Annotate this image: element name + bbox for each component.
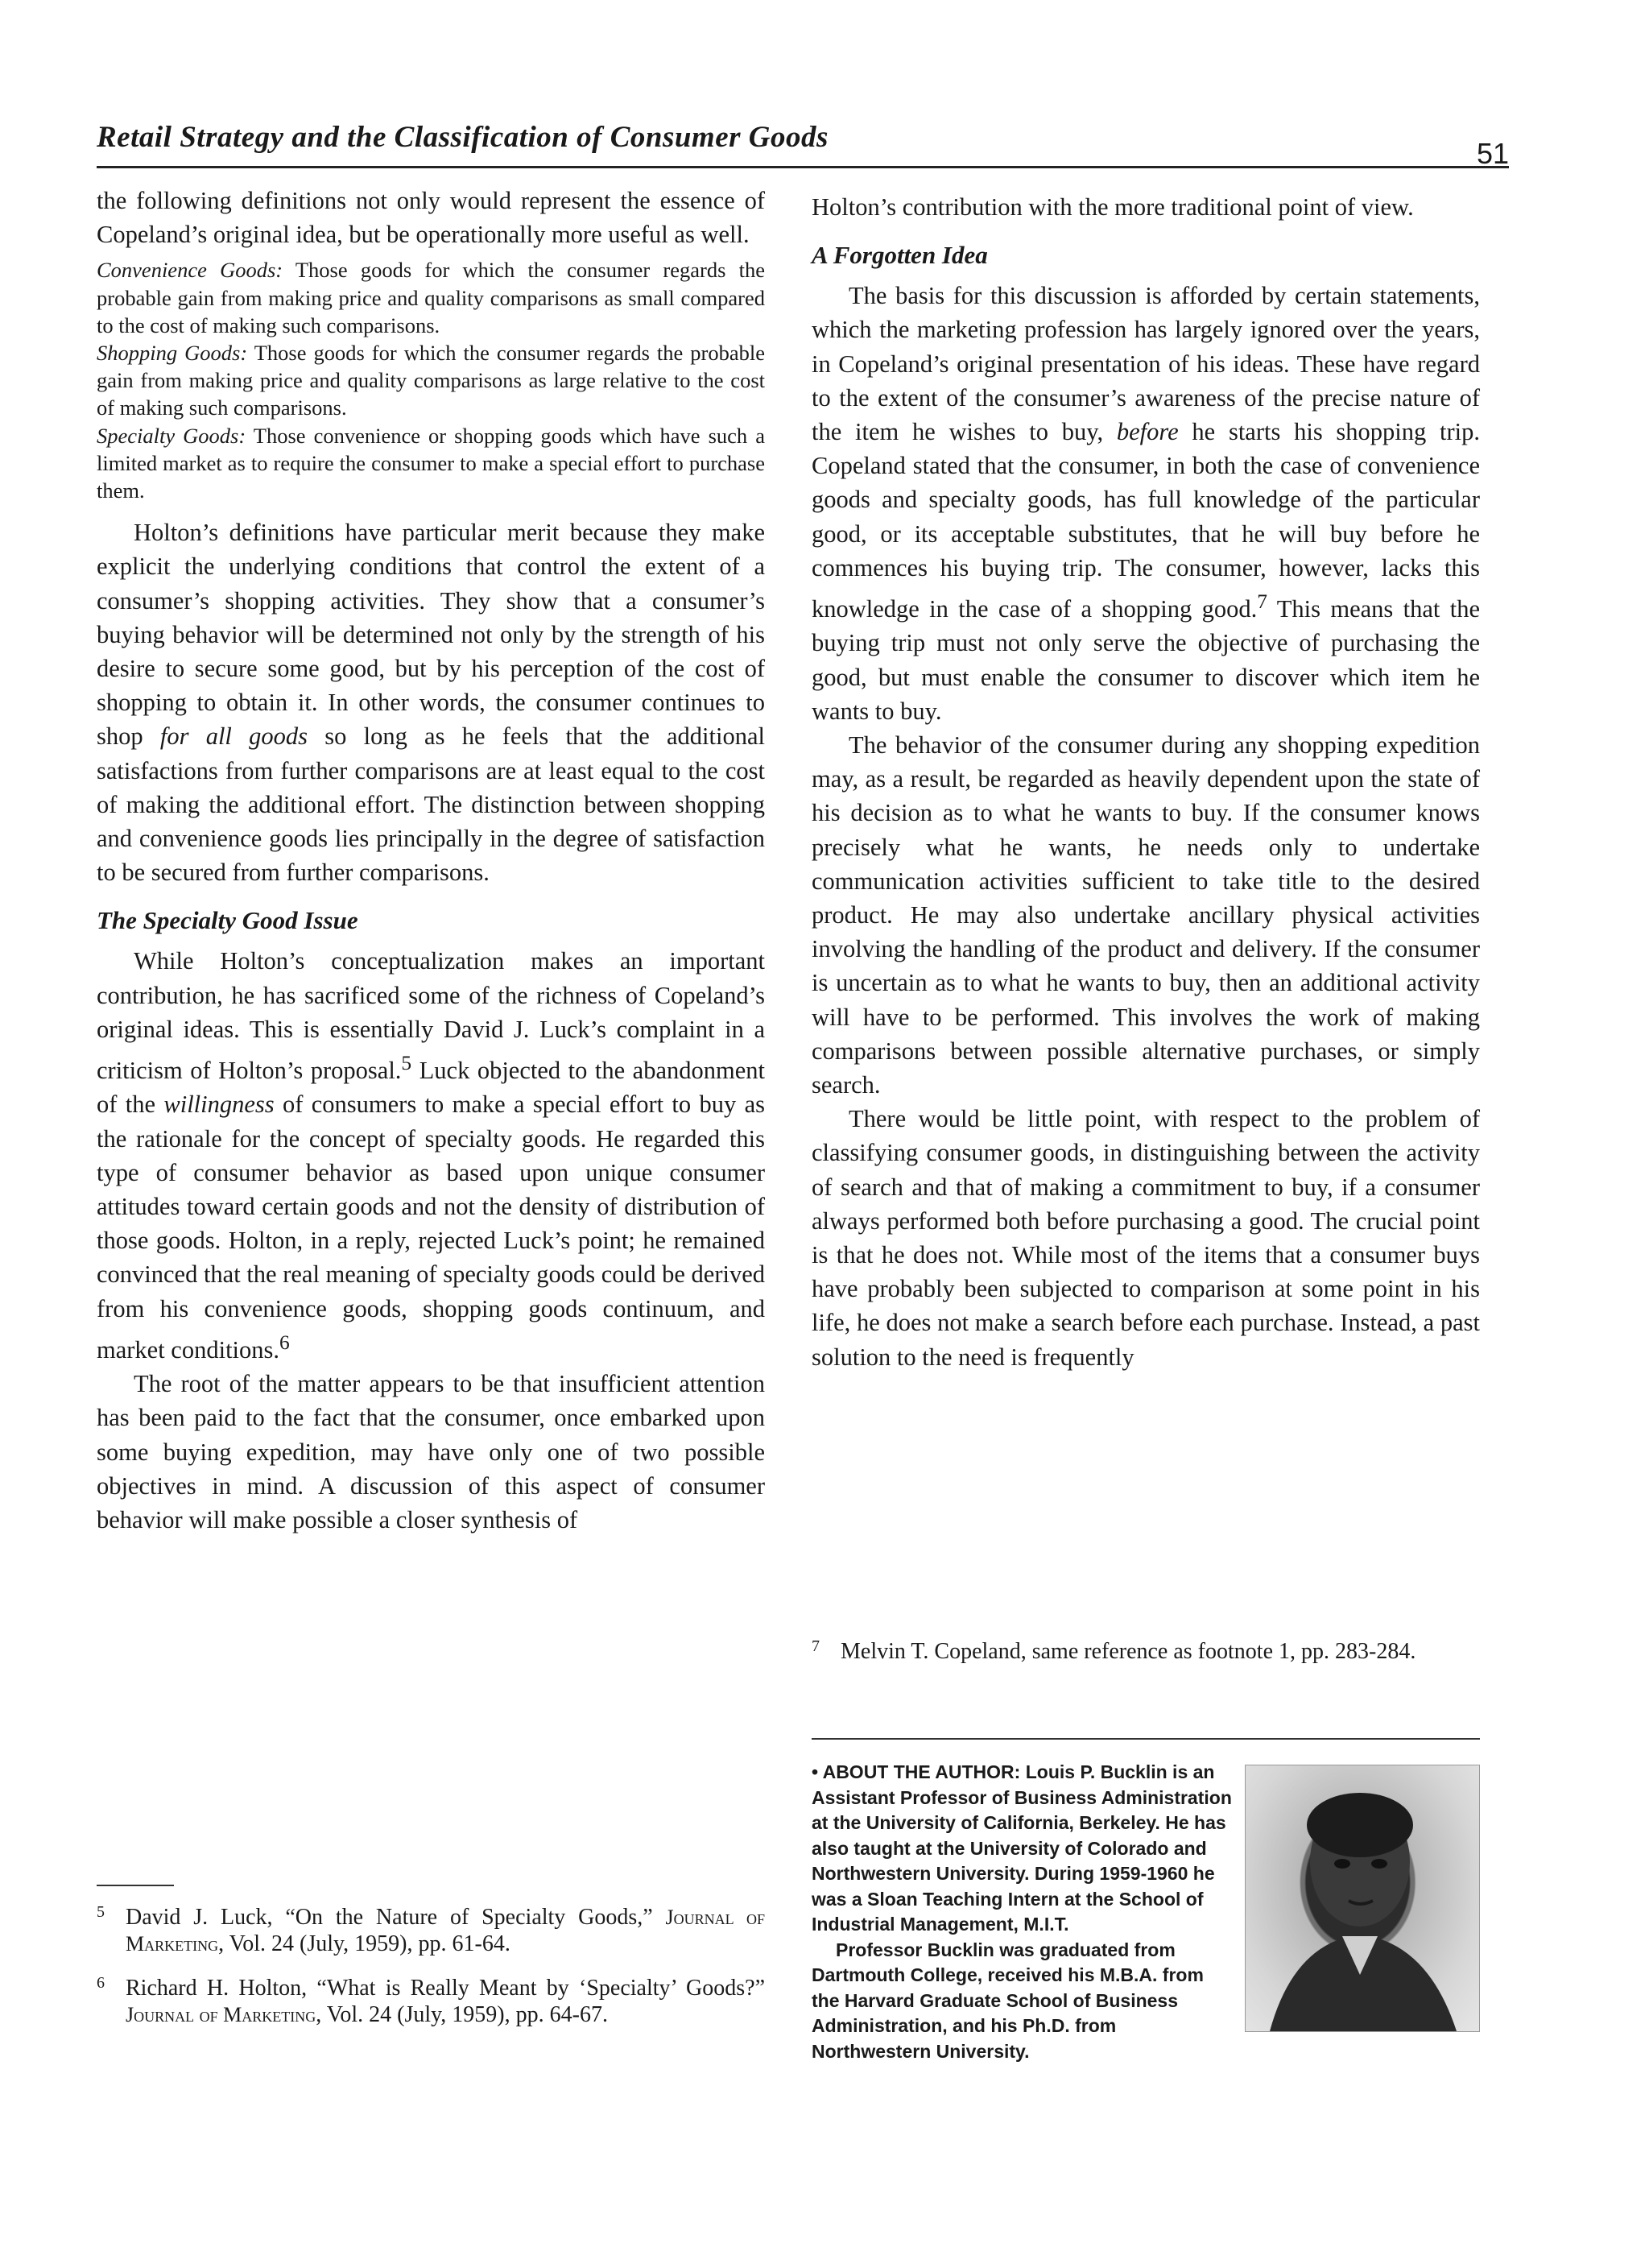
text-run: Luck objected to the abandonment of the — [97, 1057, 765, 1119]
text-run: Richard H. Holton, “What is Really Meant by ‘Specialty’ Goods?” — [126, 1976, 765, 2001]
footnote-entry — [812, 1638, 1480, 1665]
continuation-paragraph: Holton’s contribution with the more traditional point of view. — [812, 193, 1414, 221]
text-run: The basis for this discussion is afforded by certain statements, which the marketing profession has largely ignored over the years, in Copeland’s original presentation of his ideas. These have regard to the extent of the consumer’s awareness of the precise nature of the item he wishes to buy, — [812, 282, 1480, 446]
intro-paragraph: the following definitions not only would represent the essence of Copeland’s original idea, but be operationally more useful as well. — [97, 187, 765, 249]
author-education: Professor Bucklin was graduated from Dartmouth College, received his M.B.A. from the Harvard Graduate School of Business Administration, and his Ph.D. from Northwestern University. — [812, 1939, 1204, 2062]
footnote-ref[interactable]: 5 — [401, 1052, 412, 1075]
specialty-paragraph — [97, 944, 765, 1367]
running-header — [97, 101, 1509, 168]
behavior-paragraph: The behavior of the consumer during any shopping expedition may, as a result, be regarded as heavily dependent upon the state of his decision as to what he wants to buy. If the consumer knows precisely what he wants, he needs only to undertake communication activities sufficient to take title to the desired product. He may also undertake ancillary physical activities involving the handling of the product and delivery. If the consumer is uncertain as to what he wants to buy, then an additional activity will have to be performed. This involves the work of making comparisons between possible alternative purchases, or simply search. — [812, 731, 1480, 1099]
definition-specialty — [97, 422, 765, 505]
footnotes-left — [97, 1885, 765, 2046]
text-run: so long as he feels that the additional satisfactions from further comparisons are at least equal to the cost of making the additional effort. The distinction between shopping and convenience goods lies principally in the degree of satisfaction to be secured from further comparisons. — [97, 722, 765, 887]
definition-convenience — [97, 256, 765, 339]
footnote-mark: 6 — [97, 1974, 105, 1992]
author-photo — [1245, 1765, 1480, 2032]
footnote-rule — [97, 1885, 174, 1886]
basis-paragraph — [812, 279, 1480, 728]
definition-shopping — [97, 339, 765, 422]
footnote-6 — [97, 1975, 765, 2028]
section-heading-forgotten-idea: A Forgotten Idea — [812, 241, 988, 270]
text-run: While Holton’s conceptualization makes an important contribution, he has sacrificed some of the richness of Copeland’s original ideas. This is essentially David J. Luck’s complaint in a criticism of Holton’s proposal. — [97, 947, 765, 1085]
footnote-text: Melvin T. Copeland, same reference as footnote 1, pp. 283-284. — [841, 1639, 1416, 1664]
page-number: 51 — [1476, 137, 1509, 170]
left-column — [97, 184, 765, 1537]
definition-text: Those goods for which the consumer regards the probable gain from making price and quality comparisons as large relative to the cost of making such comparisons. — [97, 341, 765, 420]
footnote-7 — [812, 1638, 1480, 1682]
emphasis-text: before — [1116, 418, 1179, 446]
root-paragraph: The root of the matter appears to be that insufficient attention has been paid to the fact that the consumer, once embarked upon some buying expedition, may have only one of two possible objectives in mind. A discussion of this aspect of consumer behavior will make possible a closer synthesis of — [97, 1370, 765, 1534]
emphasis-text: for all goods — [159, 722, 308, 751]
definition-term: Specialty Goods: — [97, 423, 246, 448]
footnote-ref[interactable]: 6 — [279, 1331, 290, 1354]
section-heading-specialty: The Specialty Good Issue — [97, 906, 358, 935]
holton-paragraph — [97, 515, 765, 889]
little-point-paragraph: There would be little point, with respect to the problem of classifying consumer goods, in distinguishing between the activity of search and that of making a commitment to buy, if a consumer always performed both before purchasing a good. The crucial point is that he does not. While most of the items that a consumer buys have probably been subjected to comparison at some point in his life, he does not make a search before each purchase. Instead, a past solution to the need is frequently — [812, 1105, 1480, 1371]
text-run: This means that the buying trip must not only serve the objective of purchasing the good, but must enable the consumer to discover which item he wants to buy. — [812, 595, 1480, 725]
footnote-mark: 5 — [97, 1903, 105, 1921]
right-column — [812, 190, 1480, 1374]
footnote-mark: 7 — [812, 1637, 820, 1655]
text-run: of consumers to make a special effort to buy as the rationale for the concept of specialty goods. He regarded this type of consumer behavior as based upon unique consumer attitudes toward certain goods and not the density of distribution of those goods. Holton, in a reply, rejected Luck’s point; he remained convinced that the real meaning of specialty goods could be derived from his convenience goods, shopping goods continuum, and market conditions. — [97, 1091, 766, 1364]
journal-name: Journal of Marketing — [126, 2003, 316, 2026]
definition-text: Those goods for which the consumer regards the probable gain from making price and quality comparisons as small compared to the cost of making such comparisons. — [97, 258, 765, 337]
emphasis-text: willingness — [163, 1091, 275, 1119]
text-run: , Vol. 24 (July, 1959), pp. 64-67. — [316, 2002, 608, 2027]
text-run: , Vol. 24 (July, 1959), pp. 61-64. — [218, 1931, 510, 1956]
text-run: he starts his shopping trip. Copeland stated that the consumer, in both the case of convenience goods and specialty goods, has full knowledge of the particular good, or its acceptable substitutes, that he will buy before he commences his buying trip. The consumer, however, lacks this knowledge in the case of a shopping good. — [812, 418, 1481, 623]
footnote-5 — [97, 1904, 765, 1957]
portrait-illustration — [1246, 1765, 1479, 2031]
definitions-block — [97, 256, 765, 504]
definition-term: Shopping Goods: — [97, 341, 248, 366]
footnote-ref[interactable]: 7 — [1257, 590, 1267, 614]
definition-term: Convenience Goods: — [97, 258, 283, 283]
about-the-author — [812, 1760, 1480, 2098]
definition-text: Those convenience or shopping goods which have such a limited market as to require the consumer to make a special effort to purchase them. — [97, 423, 765, 503]
text-run: Holton’s definitions have particular merit because they make explicit the underlying conditions that control the extent of a consumer’s shopping activities. They show that a consumer’s buying behavior will be determined not only by the strength of his desire to secure some good, but by his perception of the cost of shopping to obtain it. In other words, the consumer continues to shop — [97, 519, 765, 751]
text-run: David J. Luck, “On the Nature of Specialty Goods,” — [126, 1905, 666, 1930]
running-title: Retail Strategy and the Classification of Consumer Goods — [97, 121, 829, 154]
author-divider — [812, 1738, 1480, 1740]
journal-name: Journal of Marketing — [126, 1906, 766, 1956]
author-bio: Louis P. Bucklin is an Assistant Professor of Business Administration at the University of California, Berkeley. He has also taught at the University of Colorado and Northwestern University. During 1959-1960 he was a Sloan Teaching Intern at the School of Industrial Management, M.I.T. — [812, 1761, 1232, 1935]
author-heading: • ABOUT THE AUTHOR: — [812, 1761, 1021, 1782]
